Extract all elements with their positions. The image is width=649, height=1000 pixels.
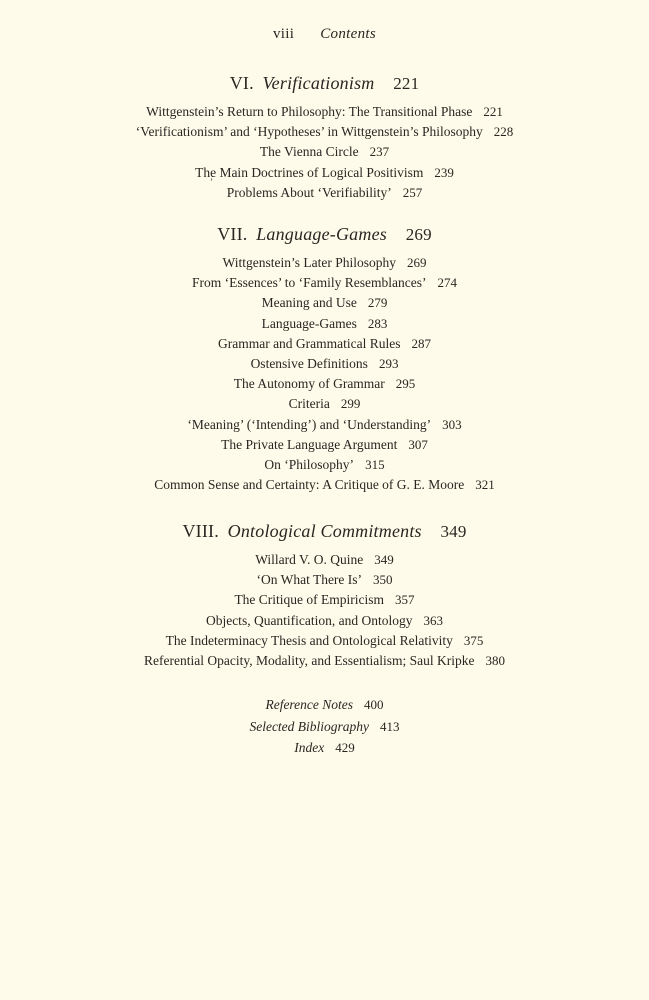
entry-title: Ostensive Definitions (250, 356, 368, 372)
part-heading (0, 72, 649, 95)
back-matter (0, 694, 649, 759)
entry-page: 303 (442, 416, 462, 432)
entry-page: 283 (367, 315, 388, 331)
part-title: Language-Games (256, 224, 387, 244)
stray-mark: ʼ (210, 177, 213, 187)
toc-entry-index (0, 737, 649, 759)
entry-title: Index (294, 740, 325, 755)
entry-title: The Vienna Circle (259, 144, 359, 160)
entry-title: Wittgenstein’s Later Philosophy (222, 255, 396, 270)
part-page: 221 (393, 74, 420, 93)
toc-entry (0, 475, 649, 495)
toc-entry (0, 253, 649, 273)
toc-entry (0, 334, 649, 354)
entry-page: 228 (493, 124, 514, 140)
entry-title: Common Sense and Certainty: A Critique of G. E. Moore (154, 477, 465, 493)
entry-page: 307 (408, 436, 428, 452)
entry-page: 293 (378, 356, 399, 372)
part-numeral: VI. (229, 73, 254, 93)
toc-entry (0, 570, 649, 590)
entry-title: Meaning and Use (261, 295, 357, 311)
part-page: 349 (440, 522, 467, 541)
entry-page: 269 (406, 255, 427, 270)
entry-title: Willard V. O. Quine (255, 552, 364, 567)
entry-title: ‘On What There Is’ (256, 572, 363, 588)
entry-page: 279 (367, 295, 388, 311)
entry-page: 375 (463, 632, 484, 648)
part-numeral: VIII. (182, 521, 219, 541)
entry-page: 221 (483, 104, 503, 119)
part-title: Verificationism (262, 73, 375, 93)
toc-entry (0, 163, 649, 183)
entry-page: 349 (374, 552, 394, 567)
entry-title: Problems About ‘Verifiability’ (226, 184, 392, 200)
part-vii (0, 223, 649, 495)
entry-page: 257 (402, 184, 423, 200)
entry-page: 429 (335, 740, 355, 755)
toc-entry (0, 122, 649, 142)
entry-title: The Critique of Empiricism (234, 592, 385, 608)
entry-page: 400 (364, 697, 384, 712)
entry-title: Grammar and Grammatical Rules (217, 335, 401, 351)
entry-title: Referential Opacity, Modality, and Essentialism; Saul Kripke (144, 653, 475, 669)
entry-page: 315 (365, 457, 385, 473)
toc-entry (0, 183, 649, 203)
toc-entry (0, 102, 649, 122)
entry-page: 274 (437, 275, 457, 291)
toc-entry (0, 455, 649, 475)
entry-page: 299 (340, 396, 361, 412)
toc-entry (0, 273, 649, 293)
toc-entry (0, 293, 649, 313)
toc-entry (0, 142, 649, 162)
toc-entry (0, 394, 649, 414)
toc-entry (0, 435, 649, 455)
entry-page: 237 (369, 144, 390, 160)
entry-list (0, 550, 649, 671)
entry-page: 350 (373, 572, 393, 588)
part-title: Ontological Commitments (227, 521, 422, 541)
part-heading (0, 520, 649, 543)
entry-title: Wittgenstein’s Return to Philosophy: The Transitional Phase (146, 104, 473, 119)
entry-title: ‘Verificationism’ and ‘Hypotheses’ in Wittgenstein’s Philosophy (135, 124, 483, 140)
entry-page: 380 (485, 653, 505, 669)
toc-entry (0, 415, 649, 435)
page-number: viii (272, 26, 295, 42)
entry-title: Objects, Quantification, and Ontology (205, 612, 413, 628)
entry-page: 413 (380, 718, 400, 734)
toc-entry-bibliography (0, 716, 649, 738)
toc-entry-reference-notes (0, 694, 649, 716)
entry-page: 357 (395, 592, 415, 608)
entry-page: 363 (423, 612, 444, 628)
entry-list (0, 102, 649, 203)
entry-title: ‘Meaning’ (‘Intending’) and ‘Understanding’ (187, 416, 432, 432)
entry-page: 287 (411, 335, 432, 351)
part-heading (0, 223, 649, 246)
toc-entry (0, 651, 649, 671)
entry-title: The Main Doctrines of Logical Positivism (195, 164, 424, 180)
entry-page: 321 (475, 477, 495, 493)
entry-page: 295 (395, 376, 416, 392)
part-viii (0, 520, 649, 671)
toc-entry (0, 611, 649, 631)
toc-entry (0, 590, 649, 610)
entry-title: On ‘Philosophy’ (264, 457, 355, 473)
running-head-title: Contents (320, 26, 376, 42)
running-head (0, 26, 649, 43)
part-vi (0, 72, 649, 203)
entry-title: Language-Games (261, 315, 357, 331)
entry-list (0, 253, 649, 495)
toc-entry (0, 354, 649, 374)
entry-title: Selected Bibliography (249, 718, 370, 734)
toc-entry (0, 314, 649, 334)
entry-title: From ‘Essences’ to ‘Family Resemblances’ (192, 275, 427, 291)
part-page: 269 (405, 225, 432, 244)
entry-title: The Indeterminacy Thesis and Ontological Relativity (165, 632, 453, 648)
entry-title: Reference Notes (265, 697, 354, 712)
toc-entry (0, 631, 649, 651)
toc-entry (0, 374, 649, 394)
entry-title: The Private Language Argument (221, 436, 398, 452)
entry-page: 239 (434, 164, 454, 180)
entry-title: Criteria (288, 396, 330, 412)
entry-title: The Autonomy of Grammar (233, 376, 385, 392)
part-numeral: VII. (217, 224, 248, 244)
toc-entry (0, 550, 649, 570)
